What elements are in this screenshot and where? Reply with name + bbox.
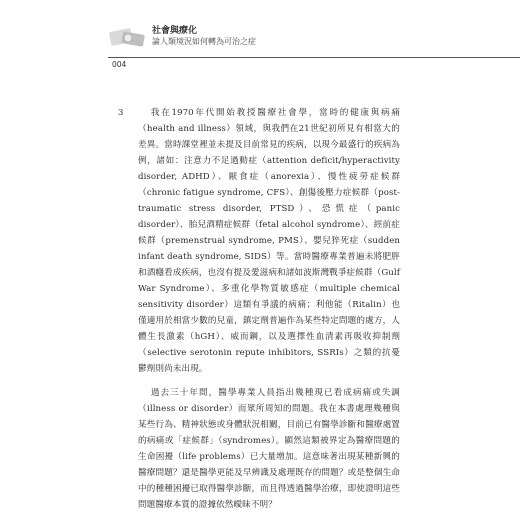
- book-subtitle: 論人類境況如何轉為可治之症: [152, 37, 256, 46]
- book-title: 社會與療化: [152, 26, 198, 36]
- book-logo-icon: [108, 24, 148, 52]
- running-header: [108, 20, 520, 70]
- margin-mark: 3: [118, 108, 124, 118]
- body-text: [138, 105, 400, 513]
- page-number: 004: [112, 60, 127, 69]
- paragraph: 過去三十年間，醫學專業人員指出幾種現已看成病痛或失調（illness or disorder）而眾所周知的問題。我在本書處理幾種與某些行為、精神狀態或身體狀況相關，目前已有醫學診斷和醫療處置的病痛或「症候群」（syndromes）。顯然這類被界定為醫療問題的生命困擾（life problems）已大量增加。這意味著出現某種新興的醫療問題？還是醫學更能及早辨識及處理既存的問題？或是整個生命中的種種困擾已取得醫學診斷，而且得透過醫學治療，即使證明這些問題醫療本質的證據依然曖昧不明？: [138, 388, 400, 510]
- paragraph: 我在1970年代開始教授醫療社會學，當時的健康與病痛（health and illness）領域，與我們在21世紀初所見有相當大的差異。當時課堂裡並未提及目前常見的疾病，以現今最盛行的疾病為例，諸如：注意力不足過動症（attention deficit/hyperactivity disorder, ADHD）、厭食症（anorexia）、慢性疲勞症候群（chronic fatigue syndrome, CFS）、創傷後壓力症候群（post-traumatic stress disorder, PTSD）、恐慌症（panic disorder）、胎兒酒精症候群（fetal alcohol syndrome）、經前症候群（premenstrual syndrome, PMS）、嬰兒猝死症（sudden infant death syndrome, SIDS）等。當時醫療專業普遍未將肥胖和酒癮看成疾病，也沒有提及愛滋病和諸如波斯灣戰爭症候群（Gulf War Syndrome）、多重化學物質敏感症（multiple chemical sensitivity disorder）這類有爭議的病痛；利他能（Ritalin）也僅適用於相當少數的兒童，鎮定劑普遍作為某些特定問題的處方，人體生長激素（hGH）、威而鋼，以及選擇性血清素再吸收抑制劑（selective serotonin repute inhibitors, SSRIs）之類的抗憂鬱劑則尚未出現。: [138, 108, 400, 374]
- header-rule: [108, 57, 520, 58]
- header-title-block: [152, 26, 256, 47]
